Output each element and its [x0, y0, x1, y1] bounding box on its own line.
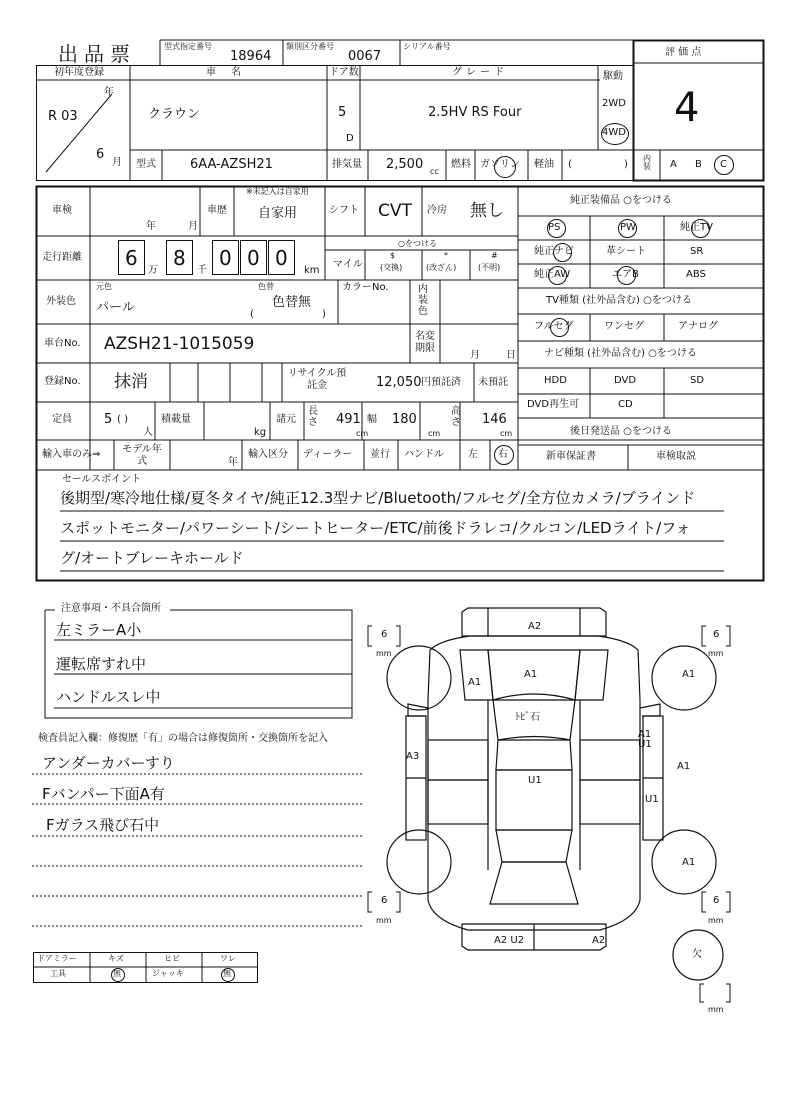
notes-line-3: ハンドルスレ中: [56, 688, 161, 706]
recycle-value: 12,050: [376, 375, 422, 390]
navi-dvd-play[interactable]: DVD再生可: [527, 399, 580, 410]
later-header: 後日発送品 ○をつける: [570, 426, 672, 437]
reg-no-label: 登録No.: [44, 376, 81, 387]
sales-points-label: セールスポイント: [62, 474, 142, 485]
first-reg-year-unit: 年: [104, 87, 114, 98]
broken-label: ワレ: [220, 954, 236, 963]
tread-rr-unit: mm: [708, 916, 724, 925]
mileage-unit: km: [304, 265, 320, 276]
first-reg-month-unit: 月: [112, 157, 122, 168]
model-year-label: モデル年式: [122, 444, 162, 467]
mark-right-rear-door: U1: [645, 794, 659, 805]
length-unit: cm: [356, 429, 369, 438]
tread-rl-unit: mm: [376, 916, 392, 925]
width-value: 180: [392, 412, 417, 427]
chassis-value: AZSH21-1015059: [104, 334, 255, 354]
inspector-line-1: アンダーカバーすり: [42, 754, 175, 772]
mark-right-rear-wheel: A1: [682, 857, 696, 868]
displacement-unit: cc: [430, 167, 439, 176]
name-change-label: 名変期限: [415, 331, 435, 354]
equip-genuine-tv-circle: [691, 219, 710, 238]
serial-label: シリアル番号: [403, 42, 451, 51]
fuel-other-close: ): [624, 159, 628, 170]
later-warranty[interactable]: 新車保証書: [546, 451, 596, 462]
length-value: 491: [336, 412, 361, 427]
doors-label: ドア数: [329, 67, 359, 78]
fuel-light-oil[interactable]: 軽油: [534, 159, 554, 170]
width-label: 幅: [367, 414, 377, 425]
navi-sd[interactable]: SD: [690, 375, 705, 386]
recolor-paren-open: (: [250, 309, 254, 320]
import-class-label: 輸入区分: [248, 449, 288, 460]
doors-type: D: [346, 133, 354, 144]
capacity-label: 定員: [52, 414, 72, 425]
mile-option[interactable]: マイル: [333, 259, 363, 270]
height-value: 146: [482, 412, 507, 427]
recolor-value: 色替無: [272, 295, 312, 310]
first-reg-era: R 03: [48, 109, 78, 124]
tread-fl: 6: [381, 629, 388, 640]
handle-right[interactable]: 右: [498, 449, 508, 460]
interior-color-label: 内装色: [418, 284, 428, 317]
grade-points-label: 評 価 点: [665, 47, 702, 58]
dims-label: 諸元: [276, 414, 296, 425]
interior-b[interactable]: B: [695, 159, 702, 170]
tamper-option[interactable]: (改ざん): [426, 263, 457, 272]
equip-abs[interactable]: ABS: [686, 269, 706, 280]
navi-cd[interactable]: CD: [618, 399, 633, 410]
notes-label: 注意事項・不具合箇所: [58, 604, 164, 614]
class-label: 類別区分番号: [286, 42, 334, 51]
grade-points-value: 4: [674, 85, 700, 131]
length-label: 長さ: [308, 406, 318, 428]
recycle-label: リサイクル預託金: [287, 368, 347, 391]
inspector-label: 検査員記入欄：修復歴「有」の場合は修復箇所・交換箇所を記入: [38, 733, 328, 744]
sales-points-line-1: 後期型/寒冷地仕様/夏冬タイヤ/純正12.3型ナビ/Bluetooth/フルセグ/全方位カメラ/ブラインド: [60, 489, 696, 507]
mileage-digit-2: 8: [173, 246, 186, 270]
mileage-sen-unit: 千: [197, 265, 207, 276]
model-label: 型式: [136, 159, 156, 170]
width-unit: cm: [428, 429, 441, 438]
grade-label: グレード: [452, 67, 508, 78]
mark-hood-left: A1: [468, 677, 482, 688]
mark-front-bumper: A2: [528, 621, 542, 632]
jack-mark: 無: [223, 969, 231, 978]
equip-pw[interactable]: PW: [620, 222, 636, 233]
capacity-paren: ( ): [117, 414, 128, 425]
history-label: 車歴: [207, 205, 227, 216]
tv-oneseg[interactable]: ワンセグ: [604, 321, 644, 332]
tv-fullseg[interactable]: フルセグ: [534, 321, 574, 332]
handle-label: ハンドル: [404, 449, 444, 460]
recycle-deposited[interactable]: 円預託済: [421, 377, 461, 388]
tread-rr: 6: [713, 895, 720, 906]
class-value: 0067: [348, 49, 382, 64]
mark-windshield: ﾄﾋﾞ石: [515, 712, 540, 723]
first-reg-label: 初年度登録: [54, 67, 104, 78]
exchange-option[interactable]: (交換): [380, 263, 403, 272]
tread-fr-unit: mm: [708, 649, 724, 658]
mark-right-front-door-a: A1: [638, 729, 652, 740]
unknown-symbol: #: [491, 251, 498, 260]
sales-points-line-3: グ/オートブレーキホールド: [60, 549, 244, 567]
equip-genuine-tv[interactable]: 純正TV: [680, 222, 713, 233]
orig-color-label: 元色: [96, 282, 112, 291]
door-mirror-label: ドアミラー: [37, 954, 77, 963]
mark-rear-bumper-right: A2: [592, 935, 606, 946]
mark-right-side: A1: [677, 761, 691, 772]
model-value: 6AA-AZSH21: [190, 157, 273, 172]
type-cert-label: 型式指定番号: [164, 42, 212, 51]
mileage-digit-1: 6: [125, 246, 138, 270]
unknown-option[interactable]: (不明): [478, 263, 501, 272]
tread-fr: 6: [713, 629, 720, 640]
car-name-value: クラウン: [148, 107, 201, 122]
fuel-label: 燃料: [451, 159, 471, 170]
doors-value: 5: [338, 105, 347, 120]
mark-rear-bumper-left: A2 U2: [494, 935, 525, 946]
dealer-option[interactable]: ディーラー: [303, 449, 353, 460]
handle-right-circle: [494, 445, 514, 465]
color-no-label: カラーNo.: [342, 282, 389, 293]
form-title: 出品票: [58, 42, 136, 66]
capacity-value: 5: [104, 412, 113, 427]
shift-label: シフト: [329, 205, 359, 216]
shift-value: CVT: [378, 201, 412, 221]
reg-no-value: 抹消: [114, 372, 148, 392]
equip-genuine-navi-circle: [553, 243, 572, 262]
mark-left-side: A3: [406, 751, 420, 762]
notes-line-2: 運転席すれ中: [56, 655, 147, 673]
scratch-label: キズ: [108, 954, 124, 963]
recycle-undeposited[interactable]: 未預託: [478, 377, 508, 388]
interior-a[interactable]: A: [670, 159, 677, 170]
load-unit: kg: [254, 427, 267, 438]
tv-analog[interactable]: アナログ: [678, 321, 718, 332]
equip-airbag[interactable]: エアB: [612, 269, 639, 280]
mileage-digit-4: 0: [247, 246, 260, 270]
equip-leather[interactable]: 革シート: [606, 246, 646, 257]
tv-header: TV種類 (社外品含む) ○をつける: [546, 295, 692, 306]
parallel-option[interactable]: 並行: [370, 449, 390, 460]
exterior-color-label: 外装色: [46, 296, 76, 307]
equip-ps-circle: [547, 219, 566, 238]
name-change-month: 月: [470, 350, 480, 361]
import-only-label: 輸入車のみ⇒: [42, 449, 101, 460]
tools-mark: 無: [113, 969, 121, 978]
height-label: 高さ: [451, 406, 461, 428]
chassis-label: 車台No.: [44, 338, 81, 349]
inspection-month: 月: [188, 221, 198, 232]
mark-right-front-wheel: A1: [682, 669, 696, 680]
equip-pw-circle: [618, 219, 637, 238]
notes-line-1: 左ミラーA小: [56, 621, 142, 639]
equip-sr[interactable]: SR: [690, 246, 704, 257]
equip-ps[interactable]: PS: [548, 222, 561, 233]
drive-2wd[interactable]: 2WD: [602, 98, 626, 109]
type-cert-value: 18964: [230, 49, 272, 64]
mileage-label: 走行距離: [42, 252, 82, 263]
drive-4wd-circle: [601, 123, 629, 145]
displacement-label: 排気量: [332, 159, 362, 170]
later-manual[interactable]: 車検取説: [656, 451, 696, 462]
drive-label: 駆動: [603, 71, 623, 82]
mark-hood: A1: [524, 669, 538, 680]
tools-label: 工具: [50, 969, 66, 978]
recolor-paren-close: ): [322, 309, 326, 320]
fuel-gasoline[interactable]: ガソリン: [480, 159, 520, 170]
genuine-header: 純正装備品 ○をつける: [570, 195, 672, 206]
inspection-label: 車検: [52, 205, 72, 216]
equip-genuine-aw-circle: [548, 266, 567, 285]
tread-rl: 6: [381, 895, 388, 906]
navi-hdd[interactable]: HDD: [544, 375, 567, 386]
car-name-label: 車 名: [206, 67, 248, 78]
history-note: ※未記入は自家用: [246, 187, 309, 196]
equip-genuine-navi[interactable]: 純正ナビ: [534, 246, 574, 257]
tamper-symbol: *: [444, 251, 448, 260]
load-label: 積載量: [161, 414, 191, 425]
history-value: 自家用: [258, 206, 298, 221]
spare-tire-unit: mm: [708, 1005, 724, 1014]
displacement-value: 2,500: [386, 157, 424, 172]
navi-header: ナビ種類 (社外品含む) ○をつける: [544, 348, 697, 359]
mileage-man-unit: 万: [148, 265, 158, 276]
equip-genuine-aw[interactable]: 純正AW: [534, 269, 571, 280]
capacity-unit: 人: [143, 427, 153, 438]
mark-right-front-door-u: U1: [638, 739, 652, 750]
drive-4wd[interactable]: 4WD: [602, 127, 626, 138]
first-reg-month: 6: [96, 147, 105, 162]
interior-c-circle: [714, 155, 734, 175]
interior-c[interactable]: C: [720, 159, 727, 170]
handle-left[interactable]: 左: [468, 449, 478, 460]
mark-roof: U1: [528, 775, 542, 786]
orig-color-value: パール: [96, 300, 135, 315]
navi-dvd[interactable]: DVD: [614, 375, 637, 386]
crack-label: ヒビ: [164, 954, 180, 963]
fuel-other-open: (: [568, 159, 572, 170]
name-change-day: 日: [506, 350, 516, 361]
inspector-line-3: Fガラス飛び石中: [46, 816, 160, 834]
tv-fullseg-circle: [550, 318, 569, 337]
model-year-unit: 年: [228, 457, 238, 468]
inspection-year: 年: [146, 221, 156, 232]
ac-value: 無し: [470, 201, 504, 221]
mileage-mark-note: ○をつける: [398, 239, 437, 248]
height-unit: cm: [500, 429, 513, 438]
jack-label: ジャッキ: [152, 969, 184, 978]
recolor-label: 色替: [258, 282, 274, 291]
interior-label: 内装: [643, 154, 651, 171]
mileage-digit-5: 0: [275, 246, 288, 270]
inspector-line-2: Fバンパー下面A有: [42, 785, 165, 803]
sales-points-line-2: スポットモニター/パワーシート/シートヒーター/ETC/前後ドラレコ/クルコン/LEDライト/フォ: [60, 519, 691, 537]
ac-label: 冷房: [427, 205, 447, 216]
tread-fl-unit: mm: [376, 649, 392, 658]
fuel-gasoline-circle: [494, 156, 516, 178]
grade-value: 2.5HV RS Four: [428, 105, 522, 120]
equip-airbag-circle: [617, 266, 636, 285]
mileage-digit-3: 0: [219, 246, 232, 270]
exchange-symbol: $: [390, 251, 396, 260]
spare-tire-label: 欠: [692, 949, 702, 960]
